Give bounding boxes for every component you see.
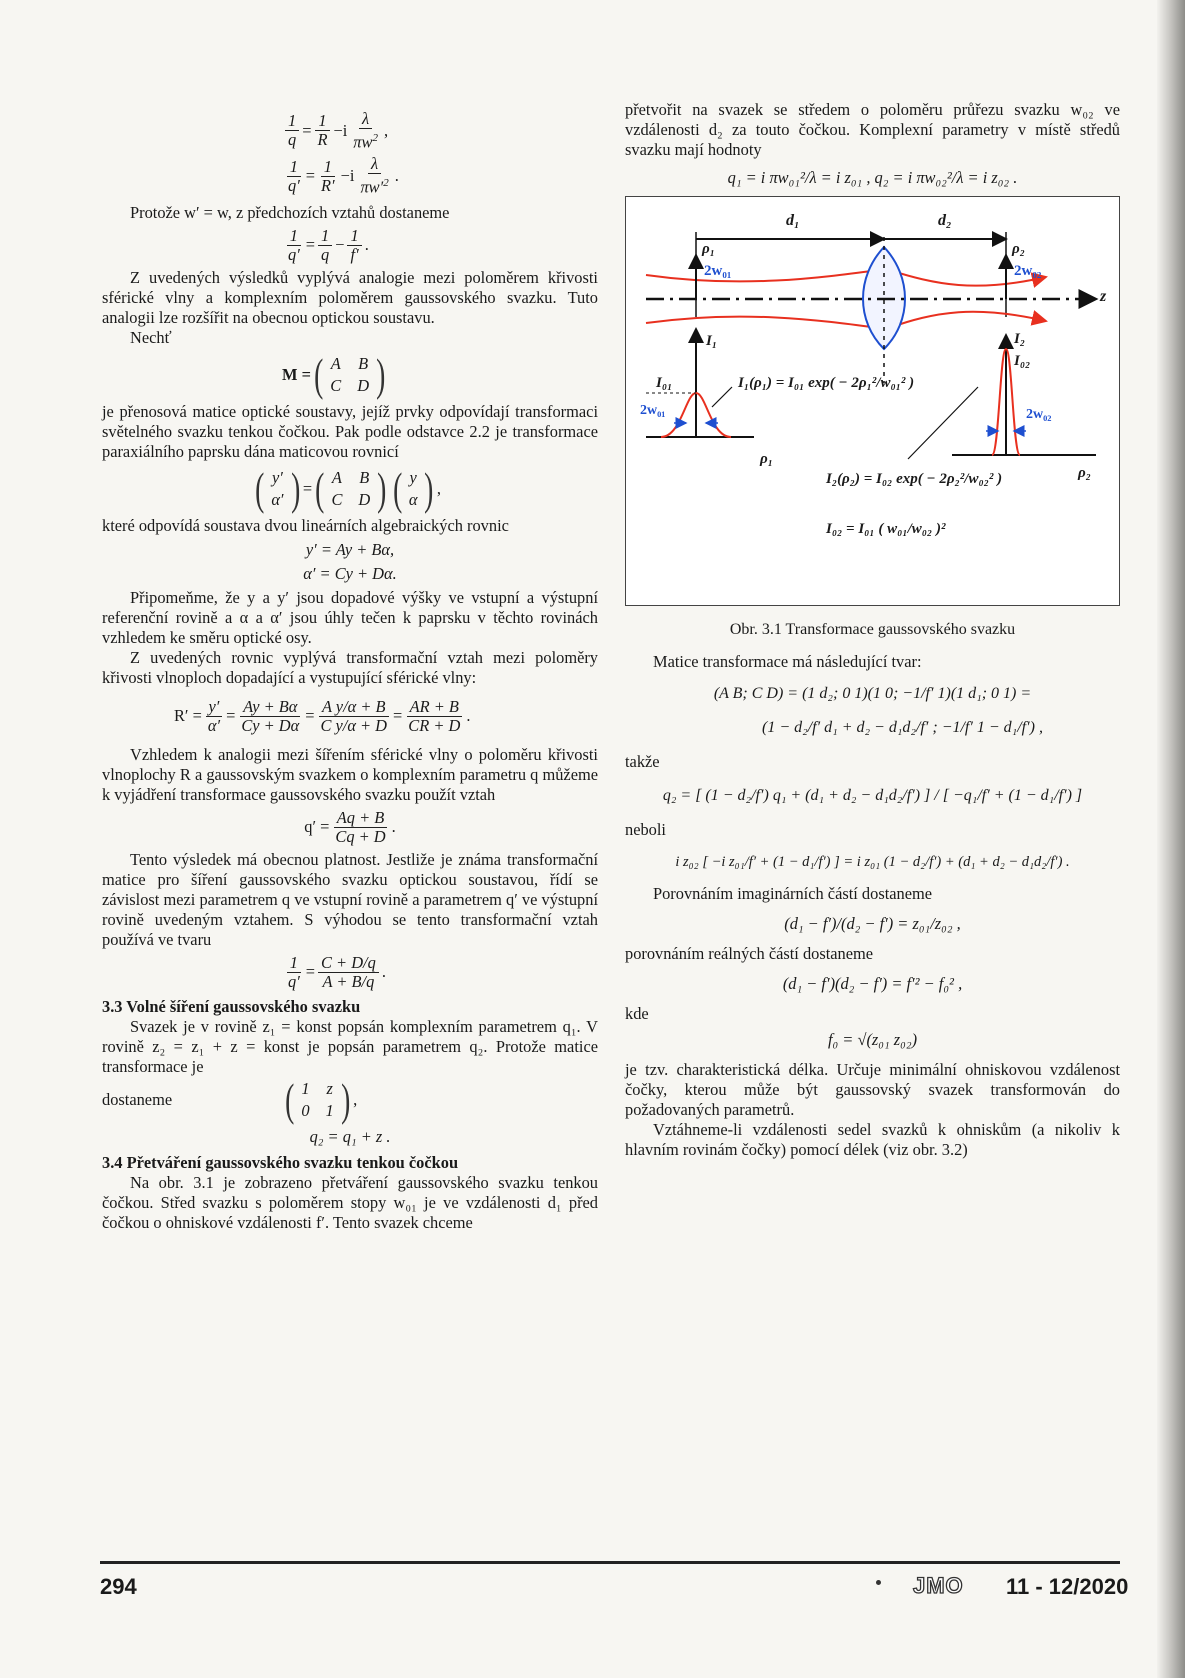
pointer-1	[712, 387, 732, 407]
formula-I1: I₁(ρ₁) = I₀₁ exp( − 2ρ₁²/w₀₁² )	[738, 375, 915, 391]
free-propagation-block: dostaneme ( 1 z 0 1 ) ,	[102, 1073, 358, 1125]
paragraph-protoze: Protože w′ = w, z předchozích vztahů dostaneme	[130, 202, 450, 222]
equation-lens: $\frac{1}{q'}$ = $\frac{1}{q}$ − $\frac{1}{f'}$ .	[288, 225, 369, 264]
paragraph-porovnanim-re: porovnáním reálných částí dostaneme	[625, 944, 874, 963]
pointer-2	[908, 387, 978, 459]
label-2w02-profile: 2w₀₂	[1026, 407, 1052, 422]
paragraph-na-obr: Na obr. 3.1 je zobrazeno přetváření gaussovského svazku tenkou čočkou. Střed svazku s poloměrem stopy w₀₁ je ve vzdálenosti d₁ před čočkou o ohniskové vzdálenosti f′. Tento svazek chceme	[102, 1172, 598, 1232]
figure-caption: Obr. 3.1 Transformace gaussovského svazku	[729, 621, 1016, 638]
equation-q2-free: q₂ = q₁ + z .	[309, 1126, 391, 1146]
page-number: 294	[100, 1574, 137, 1599]
paragraph-pretvorit: přetvořit na svazek se středem o poloměru průřezu svazku w₀₂ ve vzdálenosti d₂ za touto čočkou. Komplexní parametry v místě středů svazku mají hodnoty	[625, 100, 1120, 159]
paragraph-tento: Tento výsledek má obecnou platnost. Jestliže je známa transformační matice pro šíření gaussovského svazku optickou soustavou, řídí se závislost mezi parametrem q ve vstupní rovině a parametrem q′ ve výstupní rovině uvedeným vztahem. S výhodou se tento transformační vztah používá ve tvaru	[102, 849, 598, 949]
equation-matrix-M: M = ( A B C D )	[282, 348, 386, 400]
paragraph-pripomenme: Připomeňme, že y a y′ jsou dopadové výšky ve vstupní a výstupní referenční rovině a α a α′ jsou úhly tečen k paprsku v těchto rovinách vzhledem ke směru optické osy.	[102, 587, 598, 647]
paragraph-z-uvedenych: Z uvedených rovnic vyplývá transformační vztah mezi poloměry křivosti vlnoploch dopadající a vystupující sférické vlny:	[102, 647, 598, 687]
label-rho1: ρ₁	[702, 241, 715, 257]
beam-lower-edge	[646, 312, 1046, 329]
left-column	[102, 100, 598, 1233]
label-rho2: ρ₂	[1012, 241, 1025, 257]
section-heading-3-4: 3.4 Přetváření gaussovského svazku tenkou čočkou	[102, 1152, 459, 1172]
equation-q2-full: q₂ = [ (1 − d₂/f′) q₁ + (d₁ + d₂ − d₁d₂/f′) ] / [ −q₁/f′ + (1 − d₁/f′) ]	[662, 787, 1083, 804]
right-column	[625, 100, 1120, 1160]
equation-inverse: $\frac{1}{q'}$ = $\frac{C + D/q}{A + B/q}$ .	[288, 952, 386, 991]
beam-diagram	[626, 197, 1118, 601]
equation-linear-2: α′ = Cy + Dα.	[303, 563, 397, 583]
issue-label: 11 - 12/2020	[1006, 1574, 1129, 1599]
paragraph-je-tzv: je tzv. charakteristická délka. Určuje minimální ohniskovou vzdálenost čočky, kterou může být gaussovský svazek transformován do požadovaných parametrů.	[625, 1060, 1120, 1119]
equation-imaginary: (d₁ − f′)/(d₂ − f′) = z₀₁/z₀₂ ,	[784, 914, 961, 933]
paragraph-prenosova: je přenosová matice optické soustavy, jejíž prvky odpovídají transformaci světelného svazku tenkou čočkou. Pak podle odstavce 2.2 je transformace paraxiálního paprsku dána maticovou rovnicí	[102, 401, 598, 461]
label-d2: d₂	[938, 212, 952, 229]
label-rho1-axis: ρ₁	[760, 451, 773, 467]
paragraph-analogie: Z uvedených výsledků vyplývá analogie mezi poloměrem křivosti sférické vlny a komplexním poloměrem gaussovského svazku. Tuto analogii lze rozšířit na obecnou optickou soustavu.	[102, 267, 598, 327]
journal-logo: JMO	[913, 1573, 964, 1598]
equation-transform-product: (A B; C D) = (1 d₂; 0 1)(1 0; −1/f′ 1)(1 d₁; 0 1) =	[713, 685, 1032, 702]
paragraph-dostaneme: dostaneme	[102, 1089, 173, 1109]
free-propagation-matrix: ( 1 z 0 1 )	[285, 1073, 350, 1125]
paragraph-matice-tvar: Matice transformace má následující tvar:	[653, 652, 922, 671]
paragraph-neboli: neboli	[625, 820, 666, 839]
label-2w02: 2w₀₂	[1014, 263, 1042, 279]
equation-f0: f₀ = √(z₀₁ z₀₂)	[827, 1030, 918, 1049]
equation-curvature: $\frac{1}{q}$ = $\frac{1}{R}$ − i λ $\pi w^2$ ,	[102, 110, 598, 151]
footer-bullet	[876, 1580, 881, 1585]
label-I01: I₀₁	[656, 375, 673, 391]
paragraph-takze: takže	[625, 752, 660, 771]
formula-I02: I₀₂ = I₀₁ ( w₀₁/w₀₂ )²	[826, 521, 946, 537]
paragraph-ktere: které odpovídá soustava dvou lineárních algebraických rovnic	[102, 515, 509, 535]
equation-q1-q2: q₁ = i πw₀₁²/λ = i z₀₁ , q₂ = i πw₀₂²/λ = i z₀₂ .	[727, 168, 1018, 187]
equation-R-prime: R′ = $\frac{y'}{\alpha'}$ = $\frac{Ay + B\alpha}{Cy + D\alpha}$ = $\frac{\text{A y/α + B}}{\text{C y/α + D}}$ = $\frac{AR + B}{CR + D}$ .	[174, 696, 471, 735]
figure-gaussian-transform	[625, 196, 1120, 606]
equation-transform-result: (1 − d₂/f′ d₁ + d₂ − d₁d₂/f′ ; −1/f′ 1 − d₁/f′) ,	[762, 719, 1043, 736]
label-z: z	[1100, 288, 1107, 305]
paragraph-vzhledem: Vzhledem k analogii mezi šířením sférické vlny o poloměru křivosti vlnoplochy R a gaussovským svazkem o komplexním parametru q můžeme k vyjádření transformace gaussovského svazku použít vztah	[102, 744, 598, 804]
page-edge-shadow	[1157, 0, 1185, 1678]
paragraph-kde: kde	[625, 1004, 649, 1023]
equation-curvature-prime: $\frac{1}{q'}$ = $\frac{1}{R'}$ − i λ $\pi w'^2$ .	[288, 154, 399, 197]
section-heading-3-3: 3.3 Volné šíření gaussovského svazku	[102, 996, 361, 1016]
label-2w01: 2w₀₁	[704, 263, 732, 279]
footer-rule	[100, 1561, 1120, 1564]
formula-I2: I₂(ρ₂) = I₀₂ exp( − 2ρ₂²/w₀₂² )	[826, 471, 1003, 487]
paragraph-vztahneme: Vztáhneme-li vzdálenosti sedel svazků k ohniskům (a nikoliv k hlavním rovinám čočky) pomocí délek (viz obr. 3.2)	[625, 1120, 1120, 1159]
label-rho2-axis: ρ₂	[1078, 465, 1091, 481]
label-I2: I₂	[1014, 331, 1026, 347]
equation-linear-1: y′ = Ay + Bα,	[305, 539, 395, 559]
label-I1: I₁	[706, 333, 718, 349]
label-I02: I₀₂	[1014, 353, 1031, 369]
equation-neboli: i z₀₂ [ −i z₀₁/f′ + (1 − d₁/f′) ] = i z₀₁ (1 − d₂/f′) + (d₁ + d₂ − d₁d₂/f′) .	[675, 854, 1070, 870]
equation-real: (d₁ − f′)(d₂ − f′) = f′² − f₀² ,	[782, 974, 963, 993]
paragraph-svazek: Svazek je v rovině z₁ = konst popsán komplexním parametrem q₁. V rovině z₂ = z₁ + z = konst je popsán parametrem q₂. Protože matice transformace je	[102, 1016, 598, 1076]
label-2w01-profile: 2w₀₁	[640, 403, 666, 418]
equation-matrix-vector: ( y′ α′ ) = ( A B C D ) ( y α ) ,	[255, 462, 441, 514]
label-d1: d₁	[786, 212, 800, 229]
equation-q-prime: q′ = $\frac{Aq + B}{Cq + D}$ .	[304, 807, 396, 846]
paragraph-necht: Nechť	[130, 327, 172, 347]
paragraph-porovnanim-im: Porovnáním imaginárních částí dostaneme	[653, 884, 933, 903]
